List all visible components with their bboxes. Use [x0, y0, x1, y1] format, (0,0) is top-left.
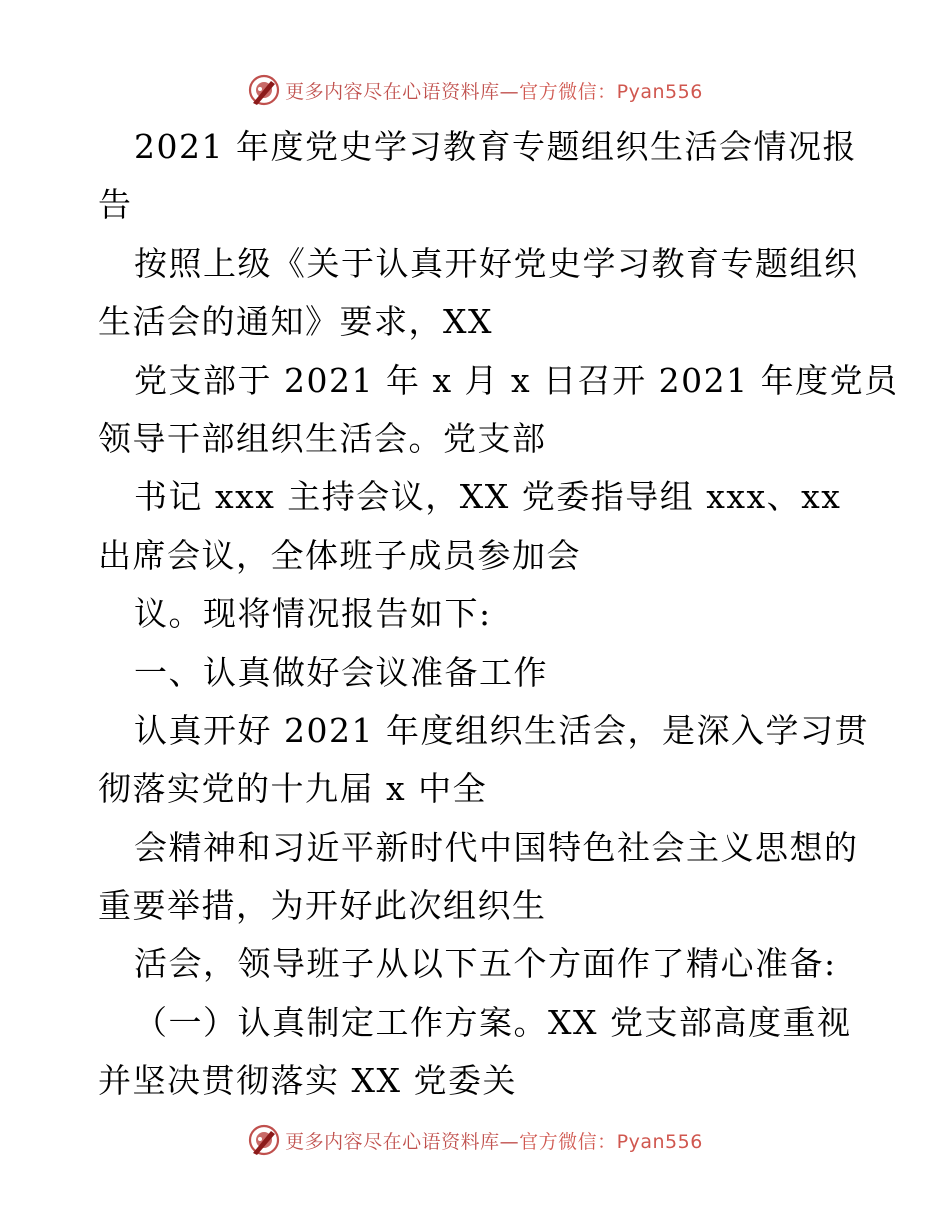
text-line: 告: [98, 185, 133, 225]
text-line: 议。现将情况报告如下:: [134, 594, 492, 634]
text-line: 按照上级《关于认真开好党史学习教育专题组织: [134, 243, 859, 283]
text-line: 活会，领导班子从以下五个方面作了精心准备:: [134, 944, 837, 984]
text-line: 重要举措，为开好此次组织生: [98, 886, 547, 926]
text-line: 并坚决贯彻落实 XX 党委关: [98, 1061, 517, 1101]
text-line: 领导干部组织生活会。党支部: [98, 418, 547, 458]
text-line: 2021 年度党史学习教育专题组织生活会情况报: [134, 127, 857, 166]
text-line: 一、认真做好会议准备工作: [134, 652, 548, 692]
pen-logo-icon: [247, 1123, 281, 1157]
text-line: 认真开好 2021 年度组织生活会，是深入学习贯: [134, 710, 869, 750]
header-watermark-banner: [0, 68, 950, 112]
footer-watermark-banner: [0, 1118, 950, 1162]
text-line: （一）认真制定工作方案。XX 党支部高度重视: [134, 1002, 852, 1042]
text-line: 党支部于 2021 年 x 月 x 日召开 2021 年度党员: [134, 360, 899, 400]
text-line: 生活会的通知》要求，XX: [98, 302, 493, 342]
header-watermark-text: 更多内容尽在心语资料库—官方微信：Pyan556: [285, 80, 703, 103]
text-line: 书记 xxx 主持会议，XX 党委指导组 xxx、xx: [134, 477, 842, 517]
footer-watermark-text: 更多内容尽在心语资料库—官方微信：Pyan556: [285, 1130, 703, 1153]
document-body: [98, 118, 899, 1111]
text-line: 出席会议，全体班子成员参加会: [98, 535, 581, 575]
text-line: 会精神和习近平新时代中国特色社会主义思想的: [134, 827, 859, 867]
pen-logo-icon: [247, 73, 281, 107]
text-line: 彻落实党的十九届 x 中全: [98, 769, 488, 809]
